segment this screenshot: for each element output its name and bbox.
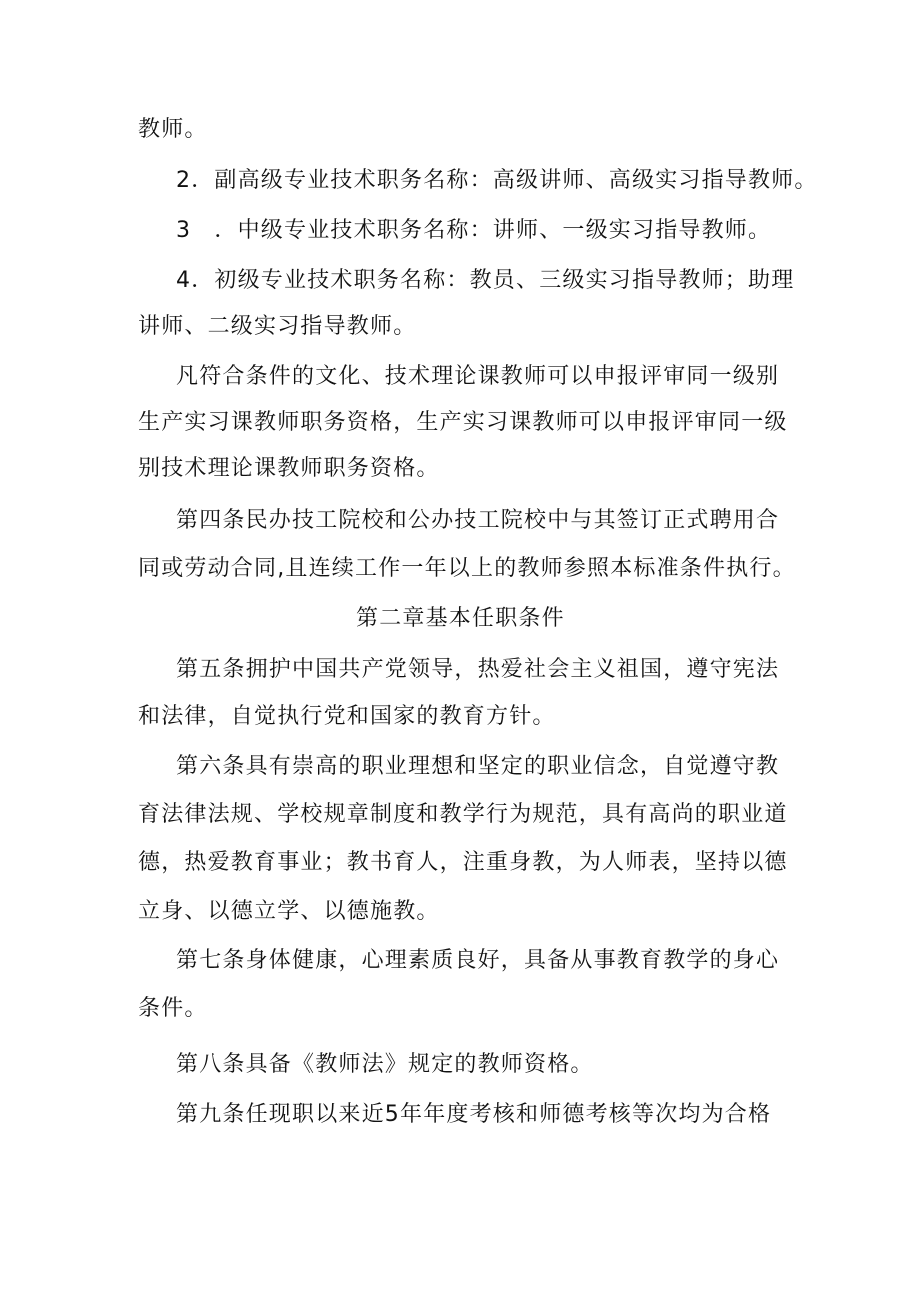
text-line-2: 2．副高级专业技术职务名称：高级讲师、高级实习指导教师。 bbox=[176, 168, 818, 193]
text-line-6: 凡符合条件的文化、技术理论课教师可以申报评审同一级别 bbox=[176, 364, 780, 389]
text-line-4: 4．初级专业技术职务名称：教员、三级实习指导教师；助理 bbox=[176, 268, 795, 293]
text-line-13: 和法律，自觉执行党和国家的教育方针。 bbox=[138, 704, 556, 729]
text-line-19: 条件。 bbox=[138, 996, 208, 1021]
text-line-17: 立身、以德立学、以德施教。 bbox=[138, 899, 440, 924]
text-line-3: 3 ．中级专业技术职务名称：讲师、一级实习指导教师。 bbox=[176, 218, 772, 243]
text-line-9: 第四条民办技工院校和公办技工院校中与其签订正式聘用合 bbox=[176, 508, 780, 533]
text-line-1: 教师。 bbox=[138, 117, 208, 142]
text-line-10: 同或劳动合同,且连续工作一年以上的教师参照本标准条件执行。 bbox=[138, 556, 796, 581]
chapter-heading: 第二章基本任职条件 bbox=[356, 606, 565, 631]
text-line-8: 别技术理论课教师职务资格。 bbox=[138, 456, 440, 481]
text-line-20: 第八条具备《教师法》规定的教师资格。 bbox=[176, 1052, 594, 1077]
text-line-12: 第五条拥护中国共产党领导，热爱社会主义祖国，遵守宪法 bbox=[176, 657, 780, 682]
text-line-14: 第六条具有崇高的职业理想和坚定的职业信念，自觉遵守教 bbox=[176, 754, 780, 779]
text-line-7: 生产实习课教师职务资格，生产实习课教师可以申报评审同一级 bbox=[138, 410, 788, 435]
text-line-5: 讲师、二级实习指导教师。 bbox=[138, 314, 417, 339]
text-line-18: 第七条身体健康，心理素质良好，具备从事教育教学的身心 bbox=[176, 948, 780, 973]
text-line-16: 德，热爱教育事业；教书育人，注重身教，为人师表，坚持以德 bbox=[138, 850, 788, 875]
text-line-21: 第九条任现职以来近5年年度考核和师德考核等次均为合格 bbox=[176, 1102, 772, 1127]
text-line-15: 育法律法规、学校规章制度和教学行为规范，具有高尚的职业道 bbox=[138, 802, 788, 827]
